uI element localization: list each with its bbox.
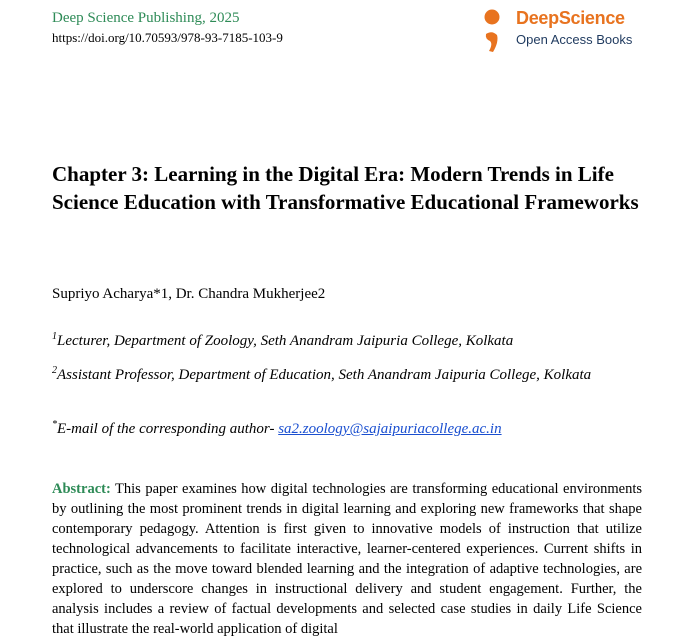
abstract-paragraph <box>52 479 642 639</box>
affiliation-text: Assistant Professor, Department of Education, Seth Anandram Jaipuria College, Kolkata <box>57 367 592 383</box>
logo-name: DeepScience <box>516 8 625 28</box>
chapter-title: Chapter 3: Learning in the Digital Era: Modern Trends in Life Science Education with Transformative Educational Frameworks <box>52 162 639 214</box>
email-label: E-mail of the corresponding author- <box>57 421 279 437</box>
corresponding-mark: * <box>52 419 57 430</box>
logo-mark-icon <box>480 6 504 56</box>
affiliation-mark: 2 <box>52 365 57 376</box>
affiliation-text: Lecturer, Department of Zoology, Seth Anandram Jaipuria College, Kolkata <box>57 333 514 349</box>
author-list: Supriyo Acharya*1, Dr. Chandra Mukherjee2 <box>52 286 326 302</box>
corresponding-email-line <box>52 414 612 440</box>
email-link[interactable]: sa2.zoology@sajaipuriacollege.ac.in <box>278 421 502 437</box>
publisher-line: Deep Science Publishing, 2025 <box>52 10 240 26</box>
doi-text: https://doi.org/10.70593/978-93-7185-103-9 <box>52 30 283 45</box>
publisher-logo <box>480 6 645 56</box>
logo-subtitle: Open Access Books <box>516 32 633 47</box>
abstract-text: This paper examines how digital technologies are transforming educational environments by outlining the most prominent trends in digital learning and exploring new frameworks that shape contemporary pedagogy. Attention is first given to innovative models of instruction that utilize technological advancements to facilitate interactive, learner-centered experiences. Current shifts in practice, such as the move toward blended learning and the integration of adaptive technologies, are explored to underscore changes in instructional delivery and student engagement. Further, the analysis includes a review of factual developments and selected case studies in daily Life Science that illustrate the real-world application of digital <box>52 481 642 637</box>
affiliation-2 <box>52 360 612 386</box>
affiliation-mark: 1 <box>52 331 57 342</box>
affiliation-1 <box>52 326 612 352</box>
abstract-label: Abstract: <box>52 481 111 497</box>
